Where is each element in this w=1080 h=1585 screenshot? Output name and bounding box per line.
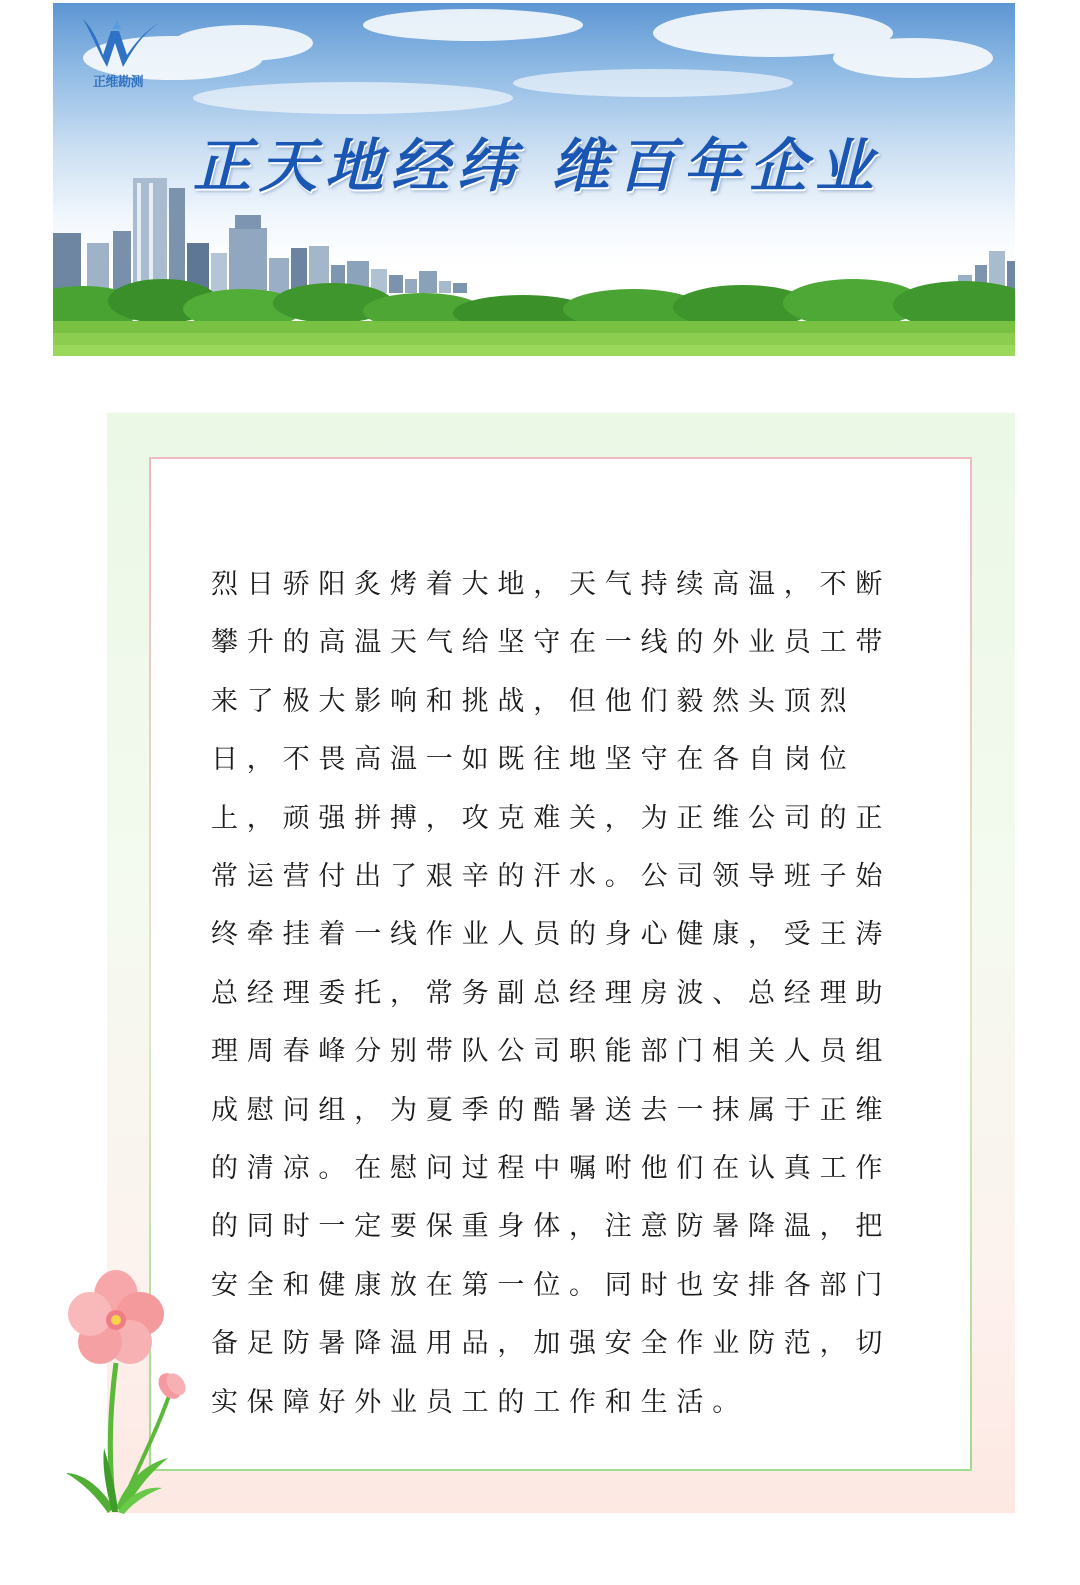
article-body: 烈日骄阳炙烤着大地，天气持续高温，不断攀升的高温天气给坚守在一线的外业员工带来了极大影响和挑战，但他们毅然头顶烈日，不畏高温一如既往地坚守在各自岗位上，顽强拼搏，攻克难关，为正维公司的正常运营付出了艰辛的汗水。公司领导班子始终牵挂着一线作业人员的身心健康，受王涛总经理委托，常务副总经理房波、总经理助理周春峰分别带队公司职能部门相关人员组成慰问组，为夏季的酷暑送去一抹属于正维的清凉。在慰问过程中嘱咐他们在认真工作的同时一定要保重身体，注意防暑降温，把安全和健康放在第一位。同时也安排各部门备足防暑降温用品，加强安全作业防范，切实保障好外业员工的工作和生活。 — [211, 569, 892, 1418]
company-logo — [73, 17, 163, 93]
logo-text: 正维勘测 — [92, 75, 143, 90]
banner-slogan: 正天地经纬 维百年企业 — [193, 132, 882, 200]
header-banner — [53, 3, 1015, 356]
w-wings-logo-icon — [73, 17, 163, 73]
pink-flower-icon — [58, 1268, 208, 1518]
